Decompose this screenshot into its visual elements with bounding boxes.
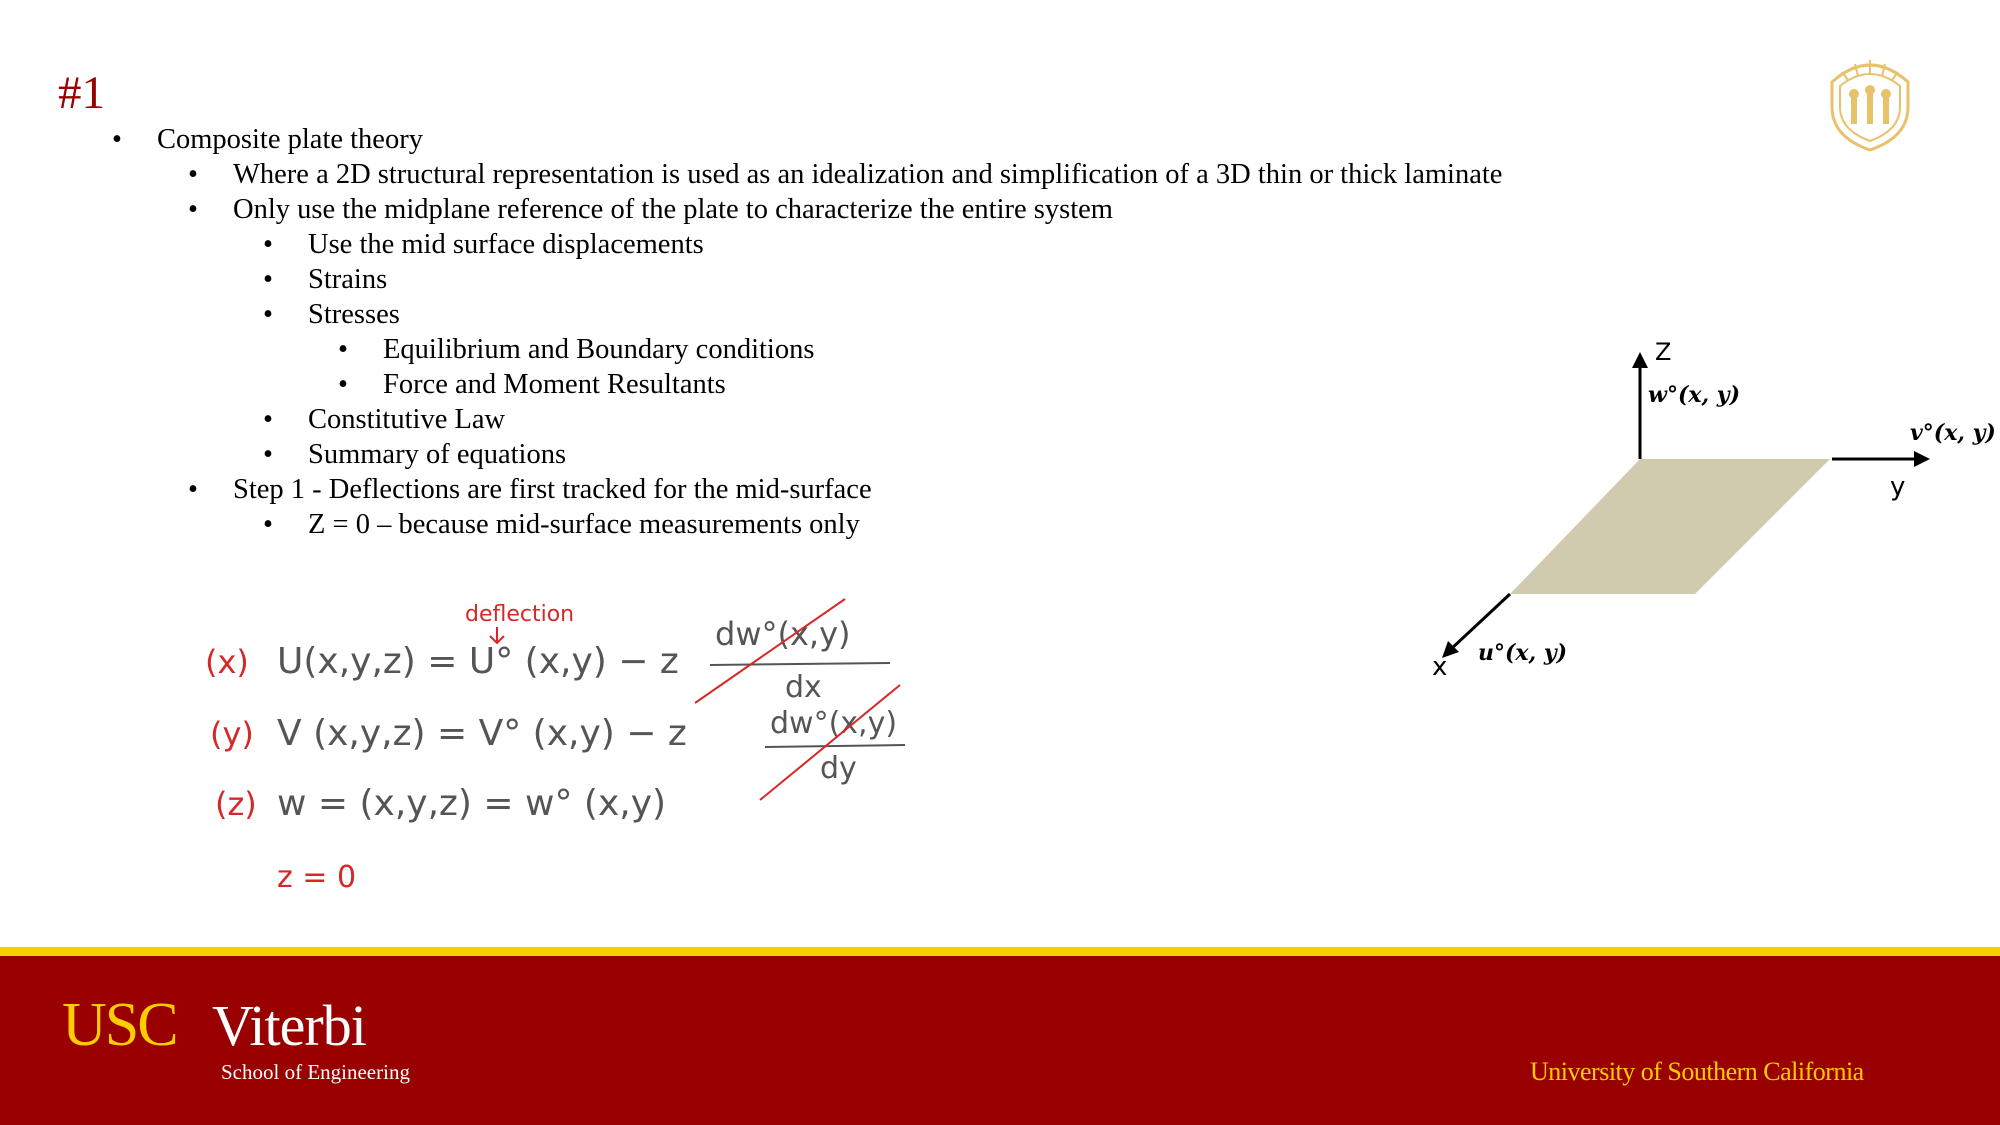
- bullet-item: [188, 474, 872, 505]
- equation-v-denominator: dy: [820, 751, 857, 786]
- eq-label-z: (z): [215, 785, 257, 823]
- bullet-text: Step 1 - Deflections are first tracked for the mid-surface: [233, 474, 872, 505]
- bullet-dot: •: [263, 229, 273, 260]
- bullet-text: Only use the midplane reference of the plate to characterize the entire system: [233, 194, 1113, 225]
- eq-label-y: (y): [210, 715, 254, 753]
- usc-seal-logo: [1820, 52, 1920, 152]
- bullet-dot: •: [188, 474, 198, 505]
- slide-number: #1: [58, 67, 105, 119]
- usc-wordmark: USC: [62, 991, 177, 1059]
- deflection-annotation: deflection: [465, 602, 575, 627]
- bullet-dot: •: [338, 369, 348, 400]
- bullet-dot: •: [263, 509, 273, 540]
- plate-axes-diagram: [1420, 330, 2000, 700]
- bullet-item: [263, 299, 400, 330]
- bullet-item: [338, 334, 815, 365]
- equation-v-numerator: dw°(x,y): [770, 706, 898, 741]
- bullet-dot: •: [112, 124, 122, 155]
- w-displacement-label: w°(x, y): [1648, 382, 1740, 408]
- y-axis-label: y: [1890, 472, 1906, 502]
- u-displacement-label: u°(x, y): [1478, 640, 1568, 666]
- bullet-dot: •: [188, 159, 198, 190]
- bullet-item: [112, 124, 423, 155]
- bullet-text: Z = 0 – because mid-surface measurements only: [308, 509, 860, 540]
- bullet-text: Force and Moment Resultants: [383, 369, 726, 400]
- equation-u-denominator: dx: [785, 670, 822, 705]
- handwritten-equations: [195, 585, 925, 905]
- bullet-dot: •: [338, 334, 348, 365]
- bullet-item: [263, 439, 567, 470]
- bullet-item: [338, 369, 726, 400]
- equation-u: U(x,y,z) = U° (x,y) − z: [277, 641, 679, 682]
- bullet-item: [263, 229, 704, 260]
- footer-accent-bar: [0, 947, 2000, 956]
- school-name: School of Engineering: [221, 1060, 410, 1084]
- equation-v: V (x,y,z) = V° (x,y) − z: [277, 713, 687, 754]
- plate-surface: [1510, 459, 1830, 594]
- bullet-dot: •: [263, 404, 273, 435]
- z-equals-zero: z = 0: [277, 860, 357, 895]
- bullet-item: [263, 509, 860, 540]
- bullet-item: [263, 404, 506, 435]
- v-displacement-label: v°(x, y): [1910, 420, 1996, 446]
- x-axis-label: x: [1432, 652, 1448, 682]
- university-name: University of Southern California: [1530, 1057, 1864, 1086]
- bullet-dot: •: [263, 264, 273, 295]
- bullet-item: [263, 264, 388, 295]
- bullet-text: Where a 2D structural representation is used as an idealization and simplification of a 3D thin or thick laminate: [233, 159, 1503, 190]
- bullet-dot: •: [188, 194, 198, 225]
- bullet-text: Composite plate theory: [157, 124, 423, 155]
- bullet-item: [188, 159, 1503, 190]
- bullet-text: Strains: [308, 264, 388, 295]
- bullet-dot: •: [263, 299, 273, 330]
- z-axis-label: Z: [1655, 338, 1672, 366]
- equation-u-numerator: dw°(x,y): [715, 615, 851, 653]
- bullet-dot: •: [263, 439, 273, 470]
- bullet-item: [188, 194, 1113, 225]
- bullet-text: Stresses: [308, 299, 400, 330]
- eq-label-x: (x): [205, 643, 249, 681]
- bullet-text: Equilibrium and Boundary conditions: [383, 334, 815, 365]
- bullet-text: Constitutive Law: [308, 404, 506, 435]
- equation-w: w = (x,y,z) = w° (x,y): [277, 783, 667, 824]
- viterbi-wordmark: Viterbi: [212, 993, 366, 1058]
- bullet-text: Summary of equations: [308, 439, 567, 470]
- bullet-text: Use the mid surface displacements: [308, 229, 704, 260]
